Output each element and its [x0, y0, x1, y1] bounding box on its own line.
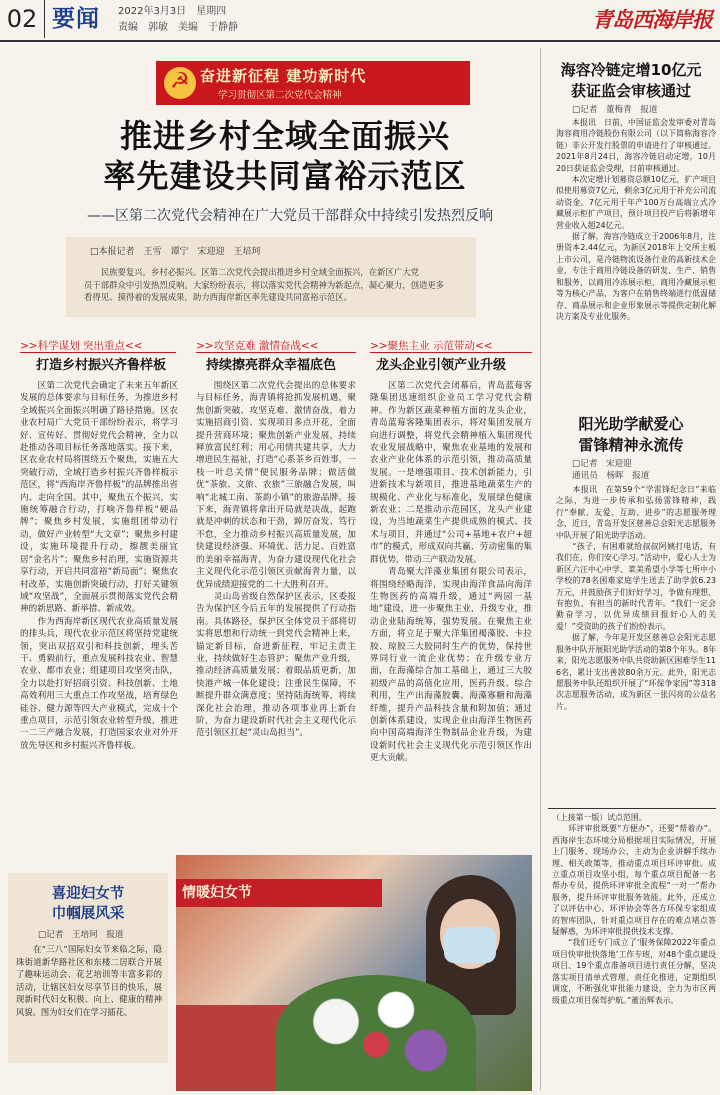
right-article-2-byline-2: 通讯员 杨晖 报道 — [572, 471, 650, 481]
section-title: 要闻 — [52, 6, 100, 32]
page-number: 02 — [0, 0, 45, 38]
photo-banner-text: 情暖妇女节 — [176, 879, 382, 907]
column-3-body: 区第二次党代会闭幕后，青岛蓝莓客隆集团迅速组织企业员工学习党代会精神。作为新区蔬菜种植方面的龙头企业，青岛蓝莓客隆集团表示，将对集团发展方向进行调整，将党代会精神植入集团现代农业发展战略中，聚焦农业基地的发展和农业产业化体系的示范引领，推动高质量发展。一是增强项目、技术创新能力，引进新技术与新项目，推进基地蔬菜生产的规模化、产业化与标准化，发展绿色健康新农业；二是推动示范园区，龙头产业建设，为当地蔬菜生产提供成熟的模式、技术与项目，并通过“公司+基地+农户+超市”的模式，形成双向共赢、劳动密集的集群优势，带动三产联动发展。 青岛聚大洋藻业集团有限公司表示，将围绕经略海洋，实现由海洋食品向海洋生物医药的高端升级，通过“两园一基地”建设，进一步聚焦主业，升级专业，推动企业陆海统筹，强势发展。在聚焦主业方面，将立足于聚大洋集团褐藻胶、卡拉胶、琼胶三大胶同时生产的优势，保持世界同行业一流企业优势；在升级专业方面，在海藻综合加工基础上，通过三大胶初级产品的高值化应用，医药升级、综合利用，生产出海藻胶囊、海藻寡糖和海藻纤维，提升产品科技含量和附加值；通过创新体系建设，实现企业由海洋生物医药向中国高端海洋生物制品企业升级，为建设新时代社会主义现代化示范引领区作出更大贡献。 — [370, 381, 532, 764]
headline-subtitle: ——区第二次党代会精神在广大党员干部群众中持续引发热烈反响 — [87, 208, 493, 224]
masthead-rule — [0, 40, 720, 42]
right-article-2-title: 阳光助学献爱心 雷锋精神永流传 — [578, 415, 684, 454]
column-3-rule — [370, 352, 532, 353]
banner-slogan: 奋进新征程 建功新时代 — [200, 67, 367, 85]
issue-date: 2022年3月3日 星期四 — [118, 6, 227, 17]
right-article-1-byline: □记者 董梅青 报道 — [572, 105, 658, 115]
party-emblem-icon: ☭ — [164, 67, 196, 99]
column-1-rule — [20, 352, 176, 353]
womens-day-caption: 在“三八”国际妇女节来临之际，隐珠街道新华路社区和东楼二居联合开展了趣味运动会、花艺培训等丰富多彩的活动，让辖区妇女尽享节日的快乐，展现新时代妇女积极、向上、健康的精神风貌。图为妇女们在学习插花。 — [16, 944, 162, 1017]
continued-article-body: （上接第一版）试点范围。 环评审批既要“方便办”，还要“帮着办”。西海岸生态环境分局根据项目实际情况，开展上门服务、现场办公，主动为企业讲解手续办理、相关政策等，推动重点项目环评审批。成立重点项目攻坚小组，每个重点项目配备一名帮办专员，提供环评审批全流程“一对一”帮办服务，提升环评审批服务效能。此外，还成立了以评估中心、环评协会等各方环保专家组成的智库团队，针对重点项目存在的难点堵点答疑解惑，为环评审批提供技术支撑。 “我们还专门成立了‘服务保障2022年重点项目快审批快落地’工作专班，对48个重点建设项目、19个重点准备项目进行责任分解，坚决落实项目清单式管理、责任化推进，定期组织调度，不断强化审批能力建设，全力为市区两级重点项目保驾护航。”董治辉表示。 — [552, 813, 716, 1005]
continued-rule — [548, 808, 716, 809]
column-3-kicker: >>聚焦主业 示范带动<< — [370, 340, 493, 352]
column-2-title: 持续擦亮群众幸福底色 — [206, 358, 337, 373]
headline-line-1: 推进乡村全域全面振兴 — [119, 117, 450, 155]
column-3-title: 龙头企业引领产业升级 — [376, 358, 507, 373]
column-divider — [540, 48, 541, 1090]
banner-subslogan: 学习贯彻区第二次党代会精神 — [218, 90, 342, 101]
column-2-rule — [196, 352, 356, 353]
photo-flower-arrangement — [276, 975, 476, 1091]
news-photo — [176, 855, 532, 1091]
womens-day-byline: □记者 王培珂 报道 — [38, 930, 124, 940]
womens-day-title: 喜迎妇女节 巾帼展风采 — [51, 886, 125, 922]
column-1-body: 区第二次党代会确定了未来五年新区发展的总体要求与目标任务，为推进乡村全域振兴全面振兴明确了路径措施。区农业农村局广大党员干部纷纷表示，将学习好、宣传好、贯彻好党代会精神，全力以赴推动各项目标任务落地落实。接下来，区农业农村局将围绕五个聚焦，实施五大突破行动，全域打造乡村振兴齐鲁样板示范区，将“西海岸齐鲁样板”的品牌推出省内、走向全国。其中，聚焦五个振兴，实施统筹融合行动，打响齐鲁样板“硬品牌”；聚焦乡村发展，实施组团带动行动，做好产业转型“大文章”；聚焦乡村建设，实施环境提升行动，擦靓美丽宜居“金名片”；聚焦乡村治理，实施资源共享行动，开启共同富裕“新局面”；聚焦农村改革，实施创新突破行动，打好关键领域“攻坚战”，全面展示贯彻落实党代会精神的新思路、新举措、新成效。 作为西海岸新区现代农业高质量发展的排头兵，现代农业示范区将坚持党建统领，突出双招双引和科技创新，埋头苦干、勇毅前行，重点发展科技农业、智慧农业、都市农业；组建项目攻坚突击队，全力以赴打好招商引资、科技创新、土地高效利用三大重点工作攻坚战，培育绿色硅谷、健力源等四大产业模式，完成十个重点项目，示范引领农业转型升级，推进一二三产融合发展，打造国家农业对外开放先导区和乡村振兴齐鲁样板。 — [20, 381, 178, 751]
column-2-body: 围绕区第二次党代会提出的总体要求与目标任务，海青镇将抢抓发展机遇，聚焦创新突破、攻坚克难、激情奋战，着力实施招商引资、实现项目多点开花，全面提升营商环境；聚焦创新产业发展，持续释放富民红利；用心用情共建共享，大力增进民生福祉，打造“心系茶乡百姓事，一枝一叶总关情”便民服务品牌；做活做优“茶旅、文旅、农旅”三旅融合发展，叫响“北城工南、茶韵小镇”的旅游品牌。接下来，海青镇将拿出开局就是决战，起跑就是冲刺的状态和干劲，踔厉奋发、笃行不怠，全力推动乡村振兴高质量发展，加快建设经济强、环境优、活力足、百姓富的美丽幸福海青，为奋力建设现代化社会主义现代化示范引领区贡献海青力量，以优异成绩迎接党的二十大胜利召开。 灵山岛省级自然保护区表示，区委报告为保护区今后五年的发展提供了行动指南。具体路径，保护区全体党员干部将切实将思想和行动统一到党代会精神上来，锚定新目标，奋进新征程，牢记主责主业，持续做好生态管护；聚焦产业升级，推动经济高质量发展；着眼品质更新，加快港产城一体化建设；注重民生保障，不断提升群众满意度；坚持陆海统筹，将续深化社会治理，推动各项事业再上新台阶，为奋力建设新时代社会主义现代化示范引领区扛起“灵山岛担当”。 — [196, 381, 356, 739]
right-article-2-body: 本报讯 在第59个“学雷锋纪念日”来临之际，为进一步传承和弘扬雷锋精神，践行“奉献、友爱、互助、进步”的志愿服务理念，近日，青岛开发区慈善总会阳光志愿服务中队开展了阳光助学活动。 “孩子，有困难就给叔叔阿姨打电话，有我们在，你们安心学习。”活动中，爱心人士为新区六汪中心中学、菜美希望小学等七所中小学校的78名困难家庭学生送去了助学款6.23万元，并鼓励孩子们好好学习，争做有理想、有抱负、有担当的新时代青年。“我们一定会勤奋学习，以优异成绩回报好心人的关爱！”受资助的孩子们纷纷表示。 据了解，今年是开发区慈善总会阳光志愿服务中队开展阳光助学活动的第8个年头。8年来，阳光志愿服务中队共资助新区困难学生116名，累计支出善款80余万元。此外，阳光志愿服务中队还组织开展了“环保争家园”等318次志愿服务活动，成为新区一张闪亮的公益名片。 — [556, 485, 716, 711]
lead-paragraph: 民族要复兴，乡村必振兴。区第二次党代会提出推进乡村全域全面振兴，在新区广大党 员干部群众中引发热烈反响。大家纷纷表示，将以落实党代会精神为新起点，凝心聚力，创造更多 看得见、摸得着的发展成果，助力西海岸新区率先建设共同富裕示范区。 — [84, 267, 445, 302]
main-headline — [40, 116, 530, 196]
column-1-kicker: >>科学谋划 突出重点<< — [20, 340, 143, 352]
column-2-kicker: >>攻坚克难 激情奋战<< — [196, 340, 319, 352]
theme-banner — [156, 61, 470, 105]
editors: 责编 郭敏 美编 于静静 — [118, 22, 238, 33]
main-byline: □本报记者 王雪 谭宁 宋迎迎 王培珂 — [90, 247, 261, 257]
photo-face-mask — [444, 927, 496, 963]
headline-line-2: 率先建设共同富裕示范区 — [103, 157, 467, 195]
column-1-title: 打造乡村振兴齐鲁样板 — [36, 358, 167, 373]
right-article-1-body: 本报讯 日前，中国证监会发审委对青岛海容商用冷链股份有限公司（以下简称海容冷链）非公开发行股票的申请进行了审核通过。2021年8月24日，海容冷链启动定增，10月20日获证监会受理，日前审核通过。 本次定增计划募资总额10亿元，扩产项目拟使用募资7亿元，剩余3亿元用于补充公司流动资金。7亿元用于年产100万台高端立式冷藏展示柜扩产项目，预计项目投产后将新增年营业收入超24亿元。 据了解，海容冷链成立于2006年8月，注册资本2.44亿元，为新区2018年上交所主板上市公司，是冷链物流设备行业的高新技术企业，专注于商用冷链设备的研发、生产、销售和服务，以商用冷冻展示柜、商用冷藏展示柜等为核心产品，为客户在销售终端进行低温储存、商品展示和企业形象展示等提供定制化解决方案及专业化服务。 — [556, 118, 716, 321]
right-article-2-byline: □记者 宋迎迎 — [572, 459, 632, 469]
right-article-1-title: 海容冷链定增10亿元 获证监会审核通过 — [560, 61, 702, 100]
newspaper-brand-logo: 青岛西海岸报 — [592, 7, 712, 32]
